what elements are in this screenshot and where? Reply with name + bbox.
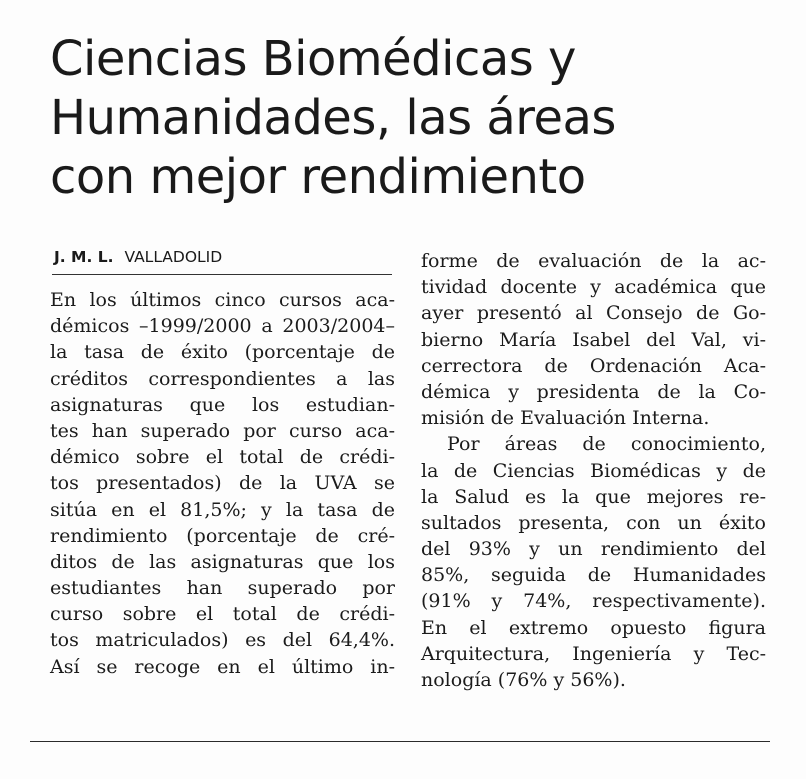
body-line: Así se recoge en el último in- (50, 655, 395, 678)
body-line: ditos de las asignaturas que los (50, 550, 395, 573)
headline-line: Ciencias Biomédicas y (50, 31, 576, 87)
body-line: Por áreas de conocimiento, (447, 433, 766, 456)
body-line: misión de Evaluación Interna. (421, 407, 710, 430)
body-line: créditos correspondientes a las (50, 367, 395, 390)
headline (50, 30, 770, 207)
body-line: estudiantes han superado por (50, 577, 395, 600)
bottom-divider (30, 741, 770, 742)
byline-location: VALLADOLID (124, 248, 223, 266)
body-line: bierno María Isabel del Val, vi- (421, 328, 766, 351)
body-line: ayer presentó al Consejo de Go- (421, 302, 766, 325)
body-line: 85%, seguida de Humanidades (421, 564, 766, 587)
byline-author: J. M. L. (54, 248, 114, 266)
body-line: la de Ciencias Biomédicas y de (421, 459, 766, 482)
byline (54, 247, 222, 267)
body-line: démica y presidenta de la Co- (421, 380, 766, 403)
body-line: (91% y 74%, respectivamente). (421, 590, 766, 613)
body-line: démicos –1999/2000 a 2003/2004– (50, 315, 395, 338)
body-line: tos matriculados) es del 64,4%. (50, 629, 395, 652)
headline-line: Humanidades, las áreas (50, 90, 616, 146)
body-column-left (50, 287, 395, 680)
body-line: tividad docente y académica que (421, 276, 766, 299)
body-line: démico sobre el total de crédi- (50, 446, 395, 469)
body-line: la Salud es la que mejores re- (421, 485, 766, 508)
headline-line: con mejor rendimiento (50, 149, 586, 205)
body-line: asignaturas que los estudian- (50, 393, 395, 416)
body-line: nología (76% y 56%). (421, 669, 626, 691)
body-line: sitúa en el 81,5%; y la tasa de (50, 498, 395, 521)
body-line: En el extremo opuesto figura (421, 616, 766, 639)
body-line: curso sobre el total de crédi- (50, 603, 395, 626)
body-line: del 93% y un rendimiento del (421, 538, 766, 561)
body-line: tos presentados) de la UVA se (50, 472, 395, 495)
body-column-right (421, 248, 766, 693)
body-line: En los últimos cinco cursos aca- (50, 289, 395, 311)
body-line: la tasa de éxito (porcentaje de (50, 341, 395, 364)
body-line: cerrectora de Ordenación Aca- (421, 354, 766, 377)
body-line: Arquitectura, Ingeniería y Tec- (421, 642, 766, 665)
body-line: rendimiento (porcentaje de cré- (50, 524, 395, 547)
body-line: tes han superado por curso aca- (50, 419, 395, 442)
byline-divider (52, 274, 392, 275)
body-line: forme de evaluación de la ac- (421, 250, 766, 272)
body-line: sultados presenta, con un éxito (421, 511, 766, 534)
